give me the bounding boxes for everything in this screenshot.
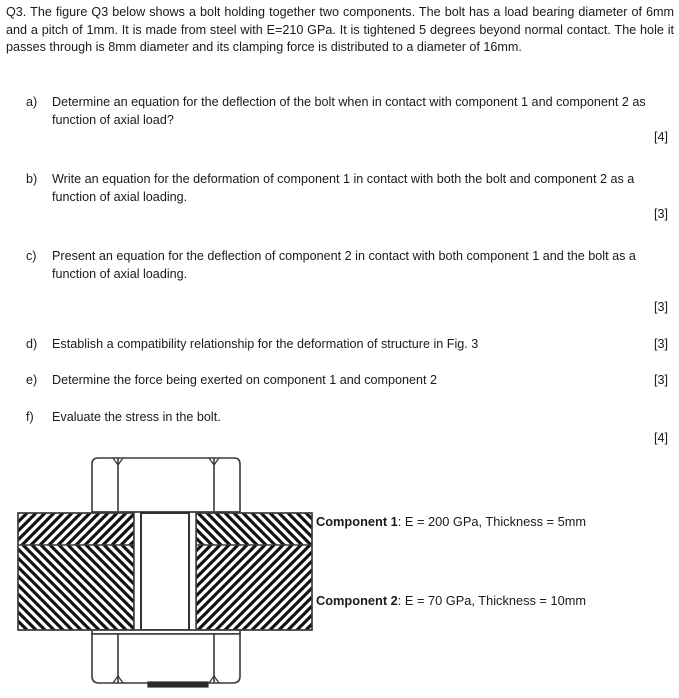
item-label-b: b) — [26, 172, 38, 186]
item-marks-b: [3] — [653, 207, 668, 221]
component-2-name: Component 2 — [316, 593, 398, 608]
component-block-right — [196, 513, 312, 630]
item-text-b: Write an equation for the deformation of component 1 in contact with both the bolt and component 2 as a function of axial loading. — [52, 172, 635, 204]
question-item-a — [26, 94, 674, 129]
item-marks-c: [3] — [653, 300, 668, 314]
component-1-spec: : E = 200 GPa, Thickness = 5mm — [397, 514, 587, 529]
bolt-nut — [92, 630, 240, 687]
item-text-f: Evaluate the stress in the bolt. — [52, 410, 221, 424]
component-1-label — [316, 514, 586, 530]
item-marks-f: [4] — [653, 431, 668, 445]
component-1-name: Component 1 — [316, 514, 398, 529]
question-intro-paragraph: Q3. The figure Q3 below shows a bolt holding together two components. The bolt has a load bearing diameter of 6mm and a pitch of 1mm. It is made from steel with E=210 GPa. It is tightened 5 degrees beyond normal contact. The hole it passes through is 8mm diameter and its clamping force is distributed to a diameter of 16mm. — [6, 5, 674, 55]
component-block-left — [18, 513, 134, 630]
component-2-label — [316, 593, 586, 609]
item-label-e: e) — [26, 373, 38, 387]
item-label-c: c) — [26, 249, 37, 263]
question-item-f — [26, 409, 674, 427]
bolt-shank — [134, 513, 196, 630]
item-label-f: f) — [26, 410, 34, 424]
item-label-d: d) — [26, 337, 38, 351]
question-item-c — [26, 248, 674, 283]
bolt-assembly-drawing — [0, 450, 679, 698]
question-item-b — [26, 171, 674, 206]
item-marks-d: [3] — [653, 337, 668, 351]
item-text-c: Present an equation for the deflection of component 2 in contact with both component 1 and the bolt as a function of axial loading. — [52, 249, 636, 281]
item-text-e: Determine the force being exerted on component 1 and component 2 — [52, 373, 438, 387]
item-marks-a: [4] — [653, 130, 668, 144]
item-marks-e: [3] — [653, 373, 668, 387]
bolt-assembly-figure — [0, 450, 679, 698]
item-text-d: Establish a compatibility relationship for the deformation of structure in Fig. 3 — [52, 337, 479, 351]
component-2-spec: : E = 70 GPa, Thickness = 10mm — [397, 593, 587, 608]
item-text-a: Determine an equation for the deflection of the bolt when in contact with component 1 and component 2 as function of axial load? — [52, 95, 646, 127]
item-label-a: a) — [26, 95, 38, 109]
bolt-head — [92, 458, 240, 516]
